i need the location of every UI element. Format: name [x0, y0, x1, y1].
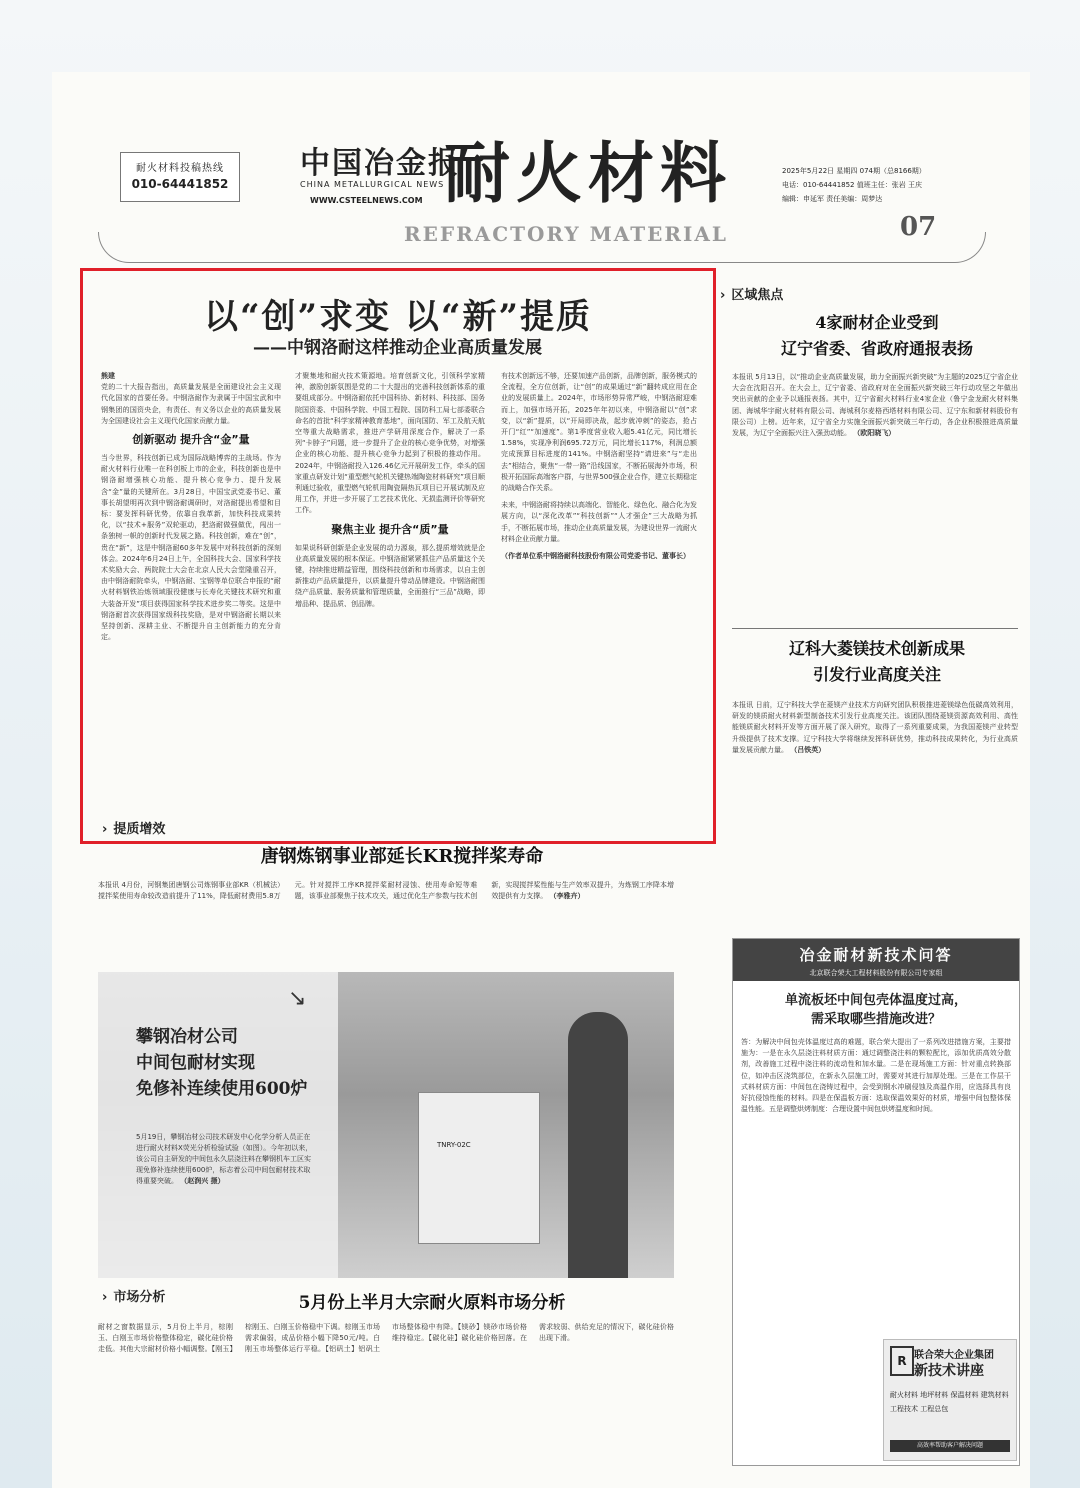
- hotline-number: 010-64441852: [131, 177, 229, 191]
- main-article-subtitle: ——中钢洛耐这样推动企业高质量发展: [253, 338, 542, 358]
- col3-body: 有技术创新远不够，还要加速产品创新，品牌创新，服务模式的全流程，全方位创新，让“创”的成果通过“新”翻转成应用在企业的发展质量上。2024年，市场形势异常严峻，中钢洛耐迎难而上，加强市场开拓，2025年年初以来，中钢洛耐以“创”求变，以“新”提质，以“开局即决战，起步就冲刺”的姿态，抢占开门“红”“加速度”。第1季度营业收入超5.41亿元，同比增长1.58%，实现净利润695.72万元，同比增长117%，利润总额完成预算目标进度的141%。中钢洛耐坚持“请进来”与“走出去”相结合，聚焦“一带一路”沿线国家，不断拓展海外市场，积极开拓国际高端客户群，与世界500强企业合作，建立长期稳定的战略合作关系。: [501, 372, 697, 493]
- market-article-body: 耐材之窗数据显示，5月份上半月，棕刚玉、白刚玉市场价格整体稳定，碳化硅价格走低。其他大宗耐材价格小幅调整。【刚玉】棕刚玉、白刚玉价格稳中下调。棕刚玉市场需求偏弱，成品价格小幅下降50元/吨。白刚玉市场整体运行平稳。【铝矾土】铝矾土市场整体稳中有降。【镁砂】镁砂市场价格维持稳定。【碳化硅】碳化硅价格回落。在需求较弱、供给充足的情况下，碳化硅价格出现下滑。: [98, 1323, 674, 1354]
- photo-credit: （赵润兴 摄）: [180, 1177, 225, 1185]
- ad-company: 联合荣大企业集团: [914, 1350, 994, 1361]
- col3b-body: 未来，中钢洛耐将持续以高端化、智能化、绿色化、融合化为发展方向，以“深化改革”“科技创新”“人才强企”三大战略为抓手，不断拓展市场，推动企业高质量发展，为建设世界一流耐火材料企业贡献力量。: [501, 501, 697, 543]
- photo-caption-text: [136, 1132, 316, 1187]
- logo-english: CHINA METALLURGICAL NEWS: [300, 180, 445, 189]
- article-4-firms-title: 4家耐材企业受到 辽宁省委、省政府通报表扬: [780, 313, 973, 358]
- phone-line: 电话：010-64441852 值班主任：张岩 王庆: [782, 181, 922, 189]
- photo-caption: [98, 972, 338, 1278]
- article-liaoning-tech-body: [732, 700, 1018, 926]
- english-title: REFRACTORY MATERIAL: [404, 222, 728, 246]
- kr-article-body: [98, 880, 674, 964]
- page-number: 07: [900, 212, 937, 242]
- ad-slogan: 高效率帮助客户解决问题: [890, 1440, 1010, 1452]
- site-url: WWW.CSTEELNEWS.COM: [310, 196, 423, 205]
- article-4-firms-body: [732, 372, 1018, 622]
- date-line: 2025年5月22日 星期四 074期（总8166期）: [782, 167, 926, 175]
- kr-article-author: （李雅卉）: [549, 892, 585, 901]
- qa-header-subtitle: 北京联合荣大工程材料股份有限公司专家组: [809, 969, 943, 977]
- article-4-firms-text: 本报讯 5月13日，以“推动企业高质量发展，助力全面振兴新突破”为主题的2025辽宁省企业大会在沈阳召开。在大会上，辽宁省委、省政府对在全面振兴新突破三年行动攻坚之年做出突出贡献的企业予以通报表扬。其中，辽宁省耐火材料行业4家企业（鲁宁金龙耐火材料集团、海城华宇耐火材料有限公司、海城利尔麦格西塔材料有限公司、辽宁东和新材料股份有限公司）上榜。近年来，辽宁省全力实施全面振兴新突破三年行动，各企业积极推进高质量发展，为辽宁全面振兴注入强劲动能。: [732, 373, 1018, 438]
- main-article-title: 以“创”求变 以“新”提质: [203, 297, 593, 337]
- qa-header: [733, 939, 1019, 981]
- tag-quality: [102, 818, 171, 837]
- chevron-right-icon: ›: [720, 288, 726, 303]
- photo-caption-title: 攀钢冶材公司 中间包耐材实现 免修补连续使用600炉: [136, 1027, 308, 1099]
- article-4-firms-author: （欧阳晓飞）: [853, 429, 896, 438]
- chevron-right-icon: ›: [102, 1290, 108, 1305]
- issue-meta: [782, 164, 926, 206]
- kr-article-title: 唐钢炼钢事业部延长KR搅拌桨寿命: [260, 846, 544, 867]
- sponsor-ad: [883, 1339, 1017, 1461]
- page-title: 耐火材料: [444, 134, 732, 212]
- editor-line: 编辑：申延军 责任美编：周梦达: [782, 195, 883, 203]
- lab-instrument: [418, 1092, 540, 1244]
- hotline-label: 耐火材料投稿热线: [136, 163, 224, 174]
- news-photo: [98, 972, 674, 1278]
- section-head-2: 聚焦主业 提升含“质”量: [331, 522, 449, 536]
- masthead: [52, 72, 1030, 262]
- qa-header-title: 冶金耐材新技术问答: [799, 946, 953, 964]
- col2-body: 才聚集地和耐火技术策源地。培育创新文化，引领科学家精神，激励创新氛围是党的二十大提出的完善科技创新体系的重要组成部分。中钢洛耐依托中国科协、新材料、科技部、国务院国资委、中国科学院、中国工程院、国防科工局七部委联合命名的首批“科学家精神教育基地”，面向国防、军工及航天航空等重大战略需求，推进产学研用深度合作，解决了一系列“卡脖子”问题，进一步提升了企业的核心竞争优势，对增强企业的核心功能、提升核心竞争力起到了积极的推动作用。2024年，中钢洛耐投入126.46亿元开展研发工作，牵头的国家重点研发计划“重型燃气轮机关键热端陶瓷材料研究”项目顺利通过验收，重型燃气轮机用陶瓷隔热瓦项目已开展试制及应用工作，并进一步开展了工艺技术优化、无损监测评价等研究工作。: [295, 372, 485, 515]
- qa-answer: 答：为解决中间包壳体温度过高的难题，联合荣大提出了一系列改进措施方案，主要措施为：一是在永久层浇注料材质方面：通过调整浇注料的颗粒配比，添加优质高效分散剂，改善施工过程中浇注料的流动性和加水量。二是在现场施工方面：针对重点转换部位，如冲击区浇筑部位，在新永久层施工时，需要对其进行加厚处理。三是在工作层干式料材质方面：中间包在浇铸过程中，会受到钢水冲刷侵蚀及高温作用，应选择具有良好抗侵蚀性能的材料。四是在保温板方面：选取保温效果好的材质，增强中间包整体保温性能。五是调整烘烤制度：合理设置中间包烘烤温度和时间。: [741, 1038, 1011, 1114]
- byline: 熊建: [101, 372, 115, 380]
- lead-paragraph: 党的二十大报告指出，高质量发展是全面建设社会主义现代化国家的首要任务。中钢洛耐作为隶属于中国宝武和中钢集团的国资央企，有责任、有义务以企业的高质量发展为全国建设社会主义现代化国家贡献力量。: [101, 383, 281, 425]
- main-article: [80, 268, 716, 844]
- col2b-body: 如果说科研创新是企业发展的动力源泉，那么提质增效就是企业高质量发展的根本保证。中钢洛耐紧紧抓住产品质量这个关键，持续推进精益管理，围绕科技创新和市场需求，以自主创新推动产品质量提升，以质量提升带动品牌建设。中钢洛耐围绕产品质量、服务质量和管理质量，全面推行“三品”战略，即增品种、提品质、创品牌。: [295, 543, 485, 608]
- main-col-3: [501, 371, 697, 831]
- tag-region-label: 区域焦点: [731, 288, 784, 303]
- author-note: （作者单位系中钢洛耐科技股份有限公司党委书记、董事长）: [501, 552, 690, 561]
- market-article-title: 5月份上半月大宗耐火原料市场分析: [298, 1293, 566, 1313]
- article-liaoning-tech-title: 辽科大菱镁技术创新成果 引发行业高度关注: [788, 639, 965, 684]
- article-liaoning-tech-text: 本报讯 日前，辽宁科技大学在菱镁产业技术方向研究团队积极推进菱镁绿色低碳高效利用，研发的镁质耐火材料新型制备技术引发行业高度关注。该团队围绕菱镁资源高效利用、高性能镁质耐火材料开发等方面开展了深入研究，取得了一系列重要成果，为我国菱镁产业转型升级提供了技术支撑。辽宁科技大学将继续发挥科研优势，推动科技成果转化，为行业高质量发展贡献力量。: [732, 701, 1018, 754]
- photo-caption-body: 5月19日，攀钢冶材公司技术研发中心化学分析人员正在进行耐火材料X荧光分析检验试验（如图）。今年初以来，该公司自主研发的中间包永久层浇注料在攀钢机车工区实现免修补连续使用600炉，标志着公司中间包耐材技术取得重要突破。: [136, 1133, 313, 1185]
- article-liaoning-tech-author: （吕铁英）: [790, 745, 826, 754]
- main-col-1: [101, 371, 281, 831]
- tag-market: [102, 1286, 171, 1305]
- qa-question: 单流板坯中间包壳体温度过高， 需采取哪些措施改进？: [784, 993, 967, 1027]
- ad-tags: 耐火材料 地坪材料 保温材料 建筑材料 工程技术 工程总包: [890, 1391, 1009, 1413]
- kr-article-text: 本报讯 4月份，河钢集团唐钢公司炼钢事业部KR（机械法）搅拌桨使用寿命较改造前提升了11%，降低耐材费用5.8万元。针对搅拌工序KR搅拌桨耐材浸蚀、使用寿命短等难题，该事业部聚焦于技术攻关，通过优化生产参数与技术创新，实现搅拌桨性能与生产效率双提升，为炼钢工序降本增效提供有力支撑。: [98, 881, 674, 901]
- chevron-right-icon: ›: [102, 822, 108, 837]
- technician-figure: [568, 1012, 628, 1278]
- tag-region: [720, 284, 789, 303]
- ad-title: 新技术讲座: [914, 1363, 984, 1379]
- tag-market-label: 市场分析: [113, 1290, 166, 1305]
- tag-quality-label: 提质增效: [113, 822, 166, 837]
- instrument-label: TNRY-02C: [437, 1141, 471, 1149]
- divider: [732, 628, 1018, 629]
- section-head-1: 创新驱动 提升含“金”量: [132, 433, 250, 447]
- col1-body: 当今世界，科技创新已成为国际战略博弈的主战场。作为耐火材料行业唯一在科创板上市的企业，科技创新也是中钢洛耐增强核心功能、提升核心竞争力、提升发展含“金”量的关键所在。3月28日，中国宝武党委书记、董事长胡望明再次到中钢洛耐调研时，对洛耐提出希望和目标：要发挥科研优势，依靠自我革新，加快科技成果转化，以“技术+服务”双轮驱动，把洛耐做强做优，闯出一条独树一帜的创新时代发展之路。科技创新，难在“创”，贵在“新”，这是中钢洛耐60多年发展中对科技创新的深刻体会。2024年6月24日上午，全国科技大会、国家科学技术奖励大会、两院院士大会在北京人民大会堂隆重召开，由中钢洛耐院牵头，中钢洛耐、宝钢等单位联合申报的“耐火材料钢铁冶炼领域服役健康与长寿化关键技术研究和重大装备开发”项目获得国家科学技术进步奖二等奖。这是中钢洛耐首次获得国家级科技奖励，是对中钢洛耐长期以来坚持创新、深耕主业、不断提升自主创新能力的充分肯定。: [101, 454, 281, 642]
- qa-column: [732, 938, 1020, 1466]
- newspaper-page: [52, 72, 1030, 1488]
- arrow-diagonal-icon: ↘: [288, 986, 307, 1011]
- hotline-box: [120, 152, 240, 202]
- sponsor-logo-icon: R: [890, 1346, 914, 1376]
- newspaper-logo: 中国冶金报: [300, 146, 460, 181]
- main-col-2: [295, 371, 485, 831]
